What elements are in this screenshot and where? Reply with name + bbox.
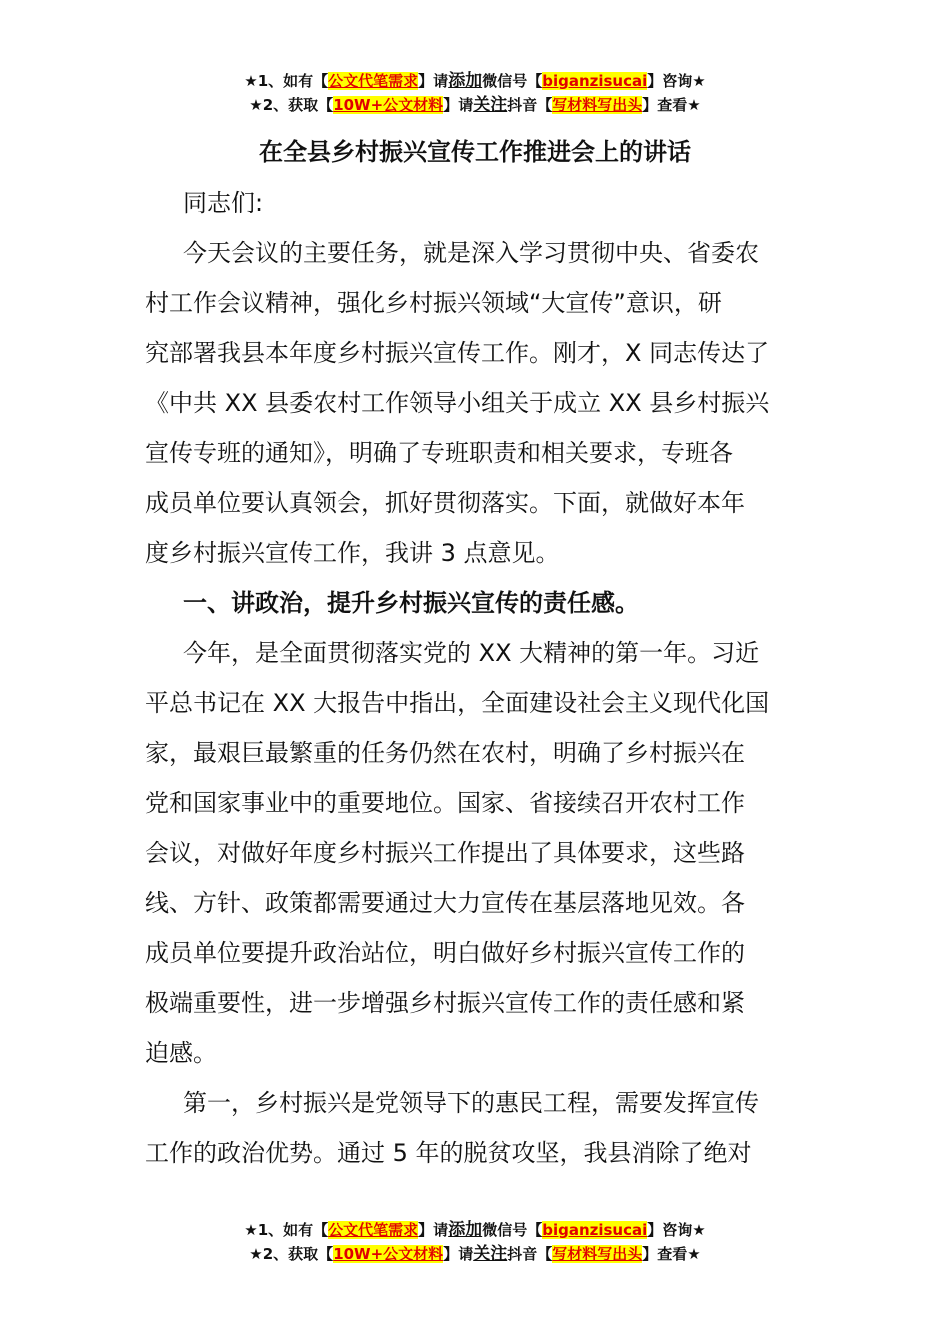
banner-text: 抖音【 (507, 96, 553, 114)
paragraph: 今年，是全面贯彻落实党的 XX 大精神的第一年。习近 平总书记在 XX 大报告中指出，全面建设社会主义现代化国 家，最艰巨最繁重的任务仍然在农村，明确了乡村振兴在 党和国家事业中的重要地位。国家、省接续召开农村工作 会议，对做好年度乡村振兴工作提出了具体要求，这些路 线、方针、政策都需要通过大力宣传在基层落地见效。各 成员单位要提升政治站位，明白做好乡村振兴宣传工作的 极端重要性，进一步增强乡村振兴宣传工作的责任感和紧 迫感。 (145, 639, 770, 1067)
document-body (145, 178, 810, 1178)
banner-text: 微信号【 (482, 72, 543, 90)
section-heading: 一、讲政治，提升乡村振兴宣传的责任感。 (183, 589, 639, 617)
highlight-materials: 10W+公文材料 (333, 1245, 444, 1263)
paragraph: 第一，乡村振兴是党领导下的惠民工程，需要发挥宣传 工作的政治优势。通过 5 年的脱贫攻坚，我县消除了绝对 (145, 1089, 759, 1167)
banner-underlined: 关注 (473, 95, 508, 115)
highlight-douyin: 写材料写出头 (552, 96, 643, 114)
header-banner (0, 69, 950, 117)
highlight-douyin: 写材料写出头 (552, 1245, 643, 1263)
banner-text: 】咨询★ (647, 1221, 706, 1239)
highlight-service: 公文代笔需求 (328, 72, 419, 90)
highlight-service: 公文代笔需求 (328, 1221, 419, 1239)
highlight-materials: 10W+公文材料 (333, 96, 444, 114)
banner-text: ★1、如有【 (244, 1221, 329, 1239)
banner-text: ★2、获取【 (249, 96, 334, 114)
banner-text: ★1、如有【 (244, 72, 329, 90)
banner-text: 】查看★ (642, 96, 701, 114)
banner-text: 微信号【 (482, 1221, 543, 1239)
highlight-wechat: biganzisucai (542, 72, 648, 90)
banner-underlined: 关注 (473, 1244, 508, 1264)
banner-text: 】请 (443, 96, 474, 114)
document-title: 在全县乡村振兴宣传工作推进会上的讲话 (259, 138, 691, 166)
highlight-wechat: biganzisucai (542, 1221, 648, 1239)
paragraph: 今天会议的主要任务，就是深入学习贯彻中央、省委农 村工作会议精神，强化乡村振兴领域“大宣传”意识，研 究部署我县本年度乡村振兴宣传工作。刚才，X 同志传达了 《中共 XX 县委农村工作领导小组关于成立 XX 县乡村振兴 宣传专班的通知》，明确了专班职责和相关要求，专班各 成员单位要认真领会，抓好贯彻落实。下面，就做好本年 度乡村振兴宣传工作，我讲 3 点意见。 (145, 239, 770, 567)
banner-text: 】查看★ (642, 1245, 701, 1263)
banner-underlined: 添加 (448, 1220, 483, 1240)
banner-text: 】请 (443, 1245, 474, 1263)
banner-line-2 (0, 93, 950, 117)
banner-text: 抖音【 (507, 1245, 553, 1263)
banner-text: 】请 (418, 1221, 449, 1239)
banner-text: ★2、获取【 (249, 1245, 334, 1263)
salutation: 同志们: (183, 189, 264, 217)
footer-banner (0, 1218, 950, 1266)
banner-underlined: 添加 (448, 71, 483, 91)
banner-line-1 (0, 1218, 950, 1242)
banner-line-2 (0, 1242, 950, 1266)
banner-line-1 (0, 69, 950, 93)
banner-text: 】咨询★ (647, 72, 706, 90)
banner-text: 】请 (418, 72, 449, 90)
